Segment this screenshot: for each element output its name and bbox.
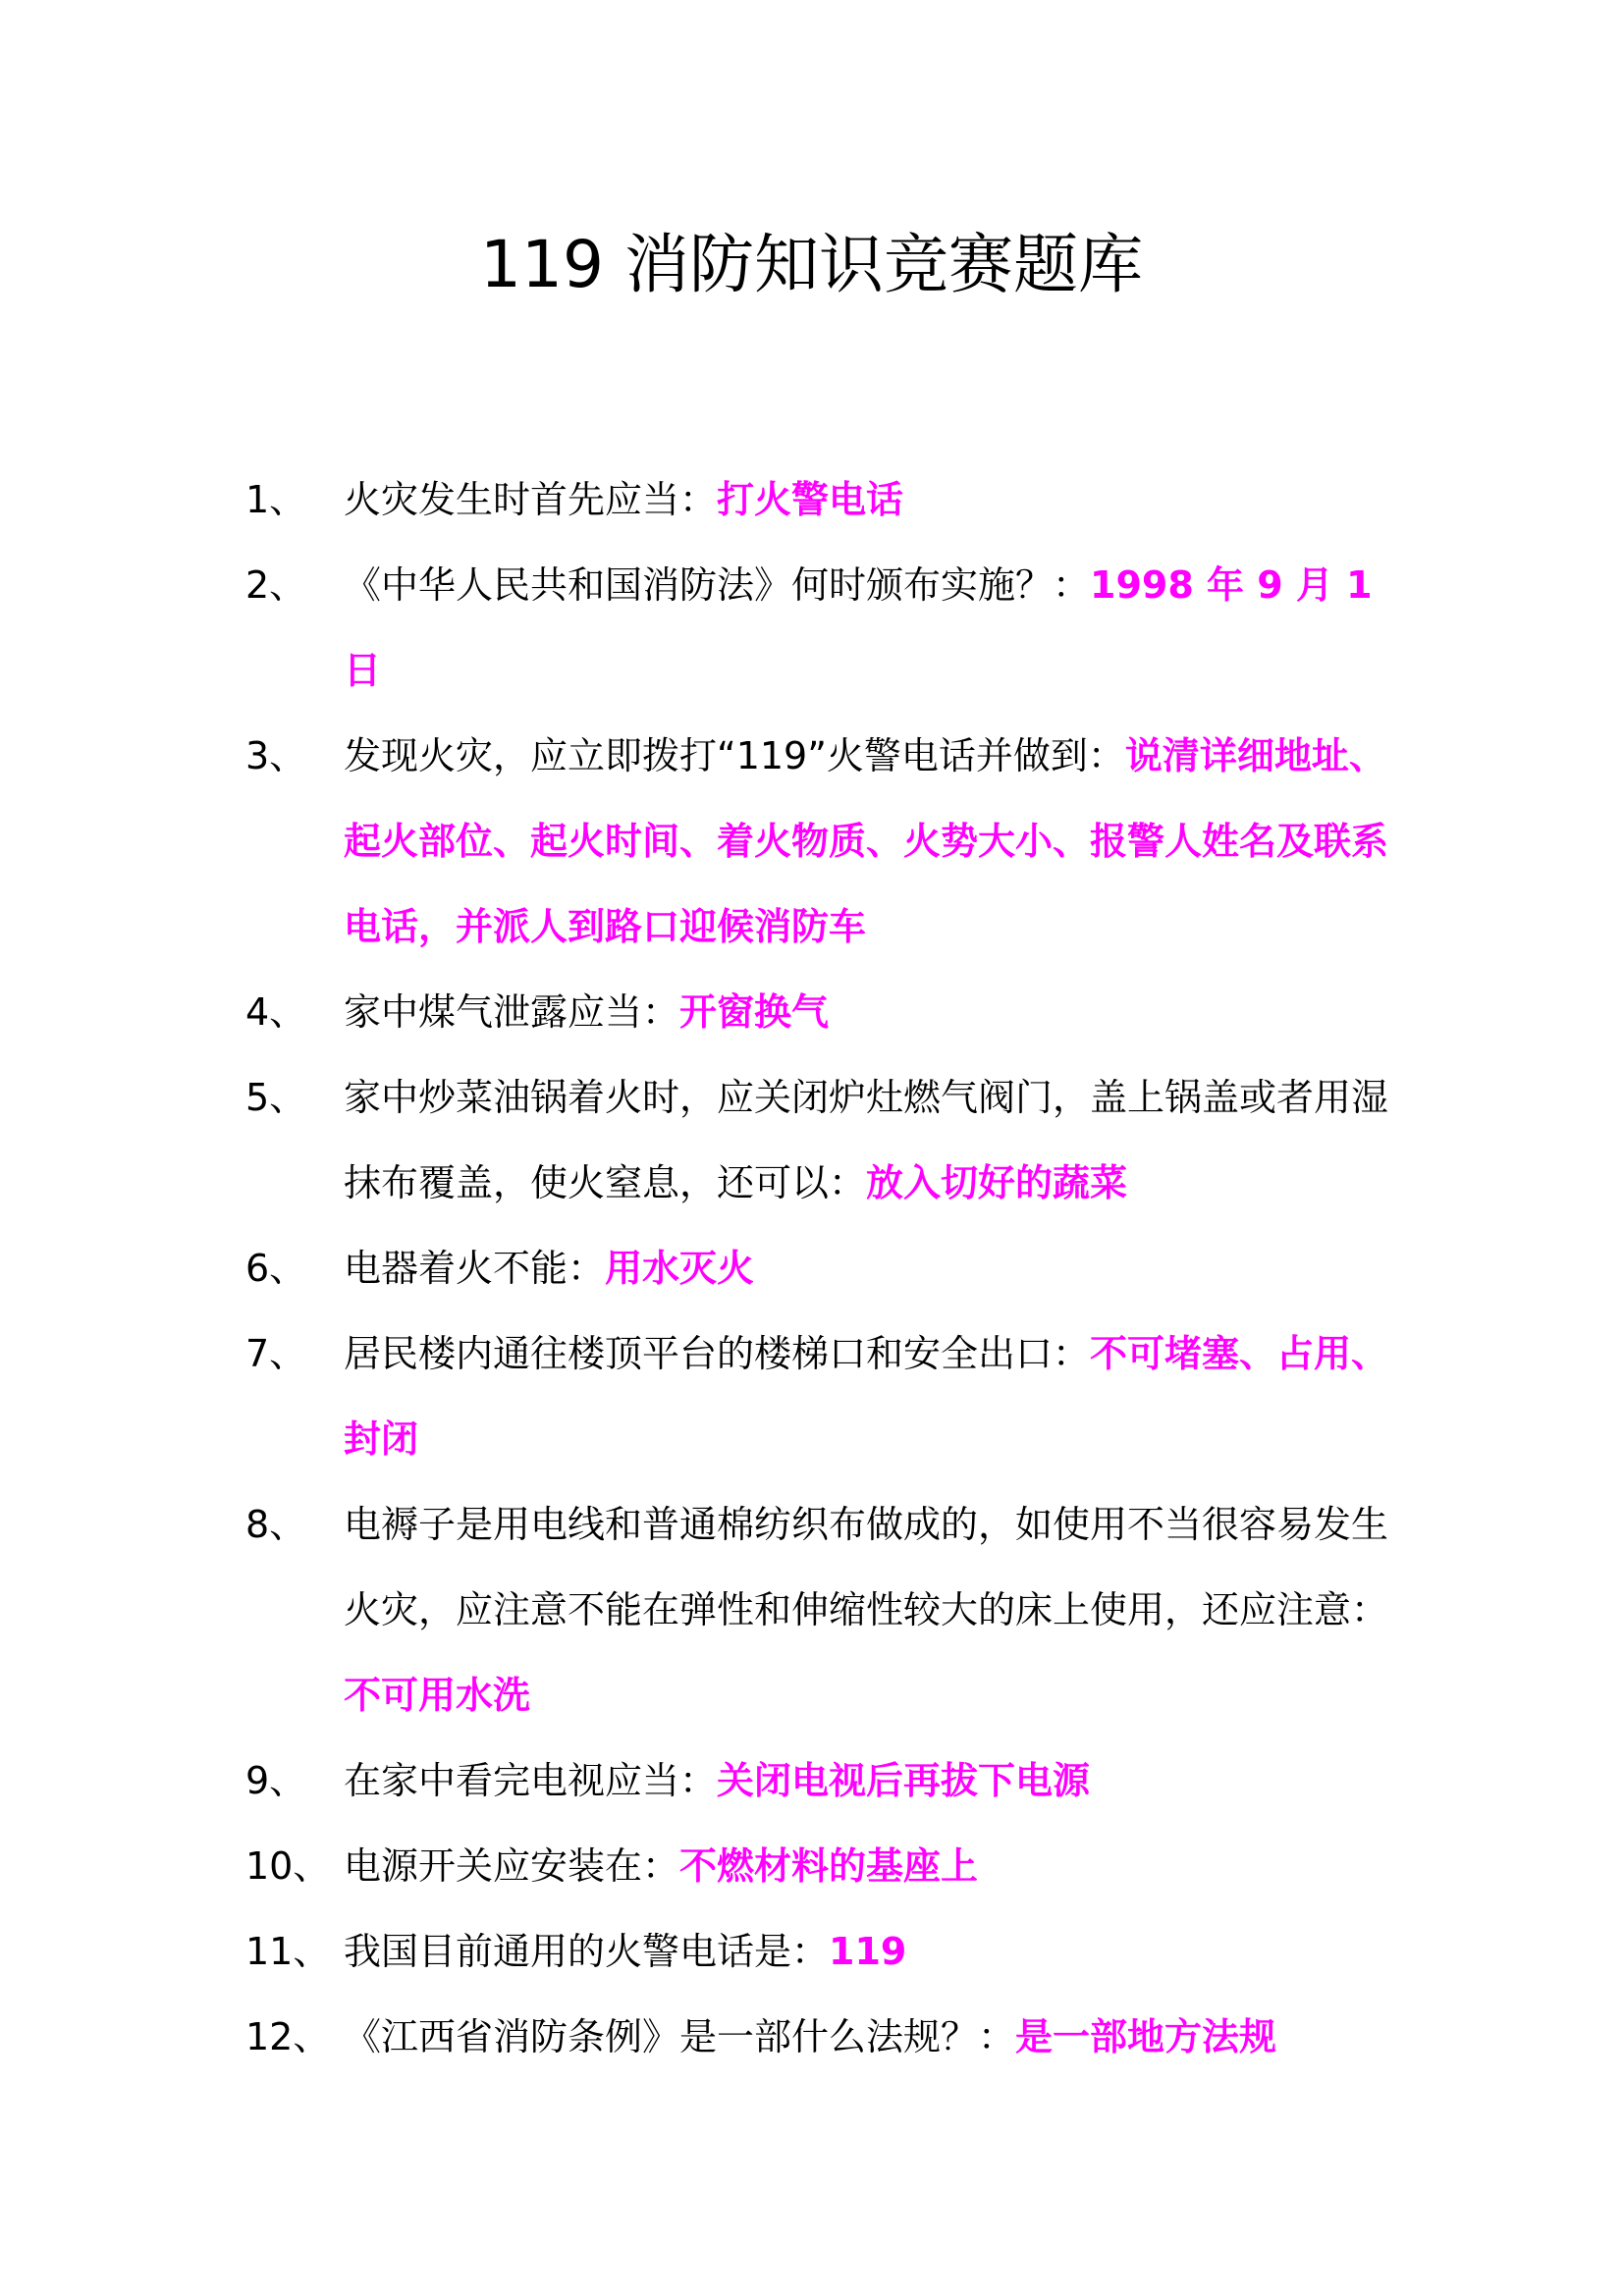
question-item xyxy=(245,543,1394,714)
question-item xyxy=(245,1909,1394,1995)
page-title: 119 消防知识竞赛题库 xyxy=(480,227,1143,302)
question-text: 电褥子是用电线和普通棉纺织布做成的，如使用不当很容易发生火灾，应注意不能在弹性和伸缩性较大的床上使用，还应注意： xyxy=(344,1503,1389,1631)
question-text: 发现火灾，应立即拨打“119”火警电话并做到： xyxy=(344,734,1125,777)
question-number: 6、 xyxy=(245,1247,307,1290)
answer-text: 放入切好的蔬菜 xyxy=(866,1161,1128,1204)
question-item xyxy=(245,714,1394,970)
question-text: 电源开关应安装在： xyxy=(344,1844,680,1888)
answer-text: 打火警电话 xyxy=(717,478,904,521)
answer-text: 不可用水洗 xyxy=(344,1674,531,1717)
question-item xyxy=(245,1995,1394,2080)
question-item xyxy=(245,970,1394,1055)
question-number: 5、 xyxy=(245,1076,307,1119)
question-text: 我国目前通用的火警电话是： xyxy=(344,1930,830,1973)
answer-text: 119 xyxy=(829,1930,907,1973)
question-text: 家中炒菜油锅着火时，应关闭炉灶燃气阀门，盖上锅盖或者用湿抹布覆盖，使火窒息，还可以： xyxy=(344,1076,1389,1204)
question-item xyxy=(245,1738,1394,1824)
answer-text: 不燃材料的基座上 xyxy=(679,1844,979,1888)
question-item xyxy=(245,1824,1394,1909)
question-text: 家中煤气泄露应当： xyxy=(344,990,680,1034)
answer-text: 说清详细地址、起火部位、起火时间、着火物质、火势大小、报警人姓名及联系电话，并派人到路口迎候消防车 xyxy=(344,734,1389,948)
question-number: 9、 xyxy=(245,1759,307,1802)
question-text: 火灾发生时首先应当： xyxy=(344,478,718,521)
question-text: 居民楼内通往楼顶平台的楼梯口和安全出口： xyxy=(344,1332,1091,1375)
question-item xyxy=(245,1311,1394,1482)
question-text: 电器着火不能： xyxy=(344,1247,606,1290)
question-number: 7、 xyxy=(245,1332,307,1375)
answer-text: 用水灭火 xyxy=(605,1247,755,1290)
answer-text: 1998 年 9 月 1 日 xyxy=(344,563,1373,692)
question-item xyxy=(245,1482,1394,1738)
answer-text: 开窗换气 xyxy=(679,990,830,1034)
question-number: 2、 xyxy=(245,563,307,607)
question-number: 3、 xyxy=(245,734,307,777)
question-number: 4、 xyxy=(245,990,307,1034)
question-text: 《中华人民共和国消防法》何时颁布实施？： xyxy=(344,563,1091,607)
question-list xyxy=(245,457,1394,2080)
question-number: 8、 xyxy=(245,1503,307,1546)
question-number: 1、 xyxy=(245,478,307,521)
question-item xyxy=(245,457,1394,543)
question-item xyxy=(245,1226,1394,1311)
question-text: 《江西省消防条例》是一部什么法规？： xyxy=(344,2015,1016,2058)
answer-text: 是一部地方法规 xyxy=(1015,2015,1277,2058)
question-item xyxy=(245,1055,1394,1226)
question-number: 10、 xyxy=(245,1844,331,1888)
question-number: 11、 xyxy=(245,1930,331,1973)
answer-text: 关闭电视后再拔下电源 xyxy=(717,1759,1091,1802)
question-text: 在家中看完电视应当： xyxy=(344,1759,718,1802)
answer-text: 不可堵塞、占用、封闭 xyxy=(344,1332,1389,1461)
question-number: 12、 xyxy=(245,2015,331,2058)
